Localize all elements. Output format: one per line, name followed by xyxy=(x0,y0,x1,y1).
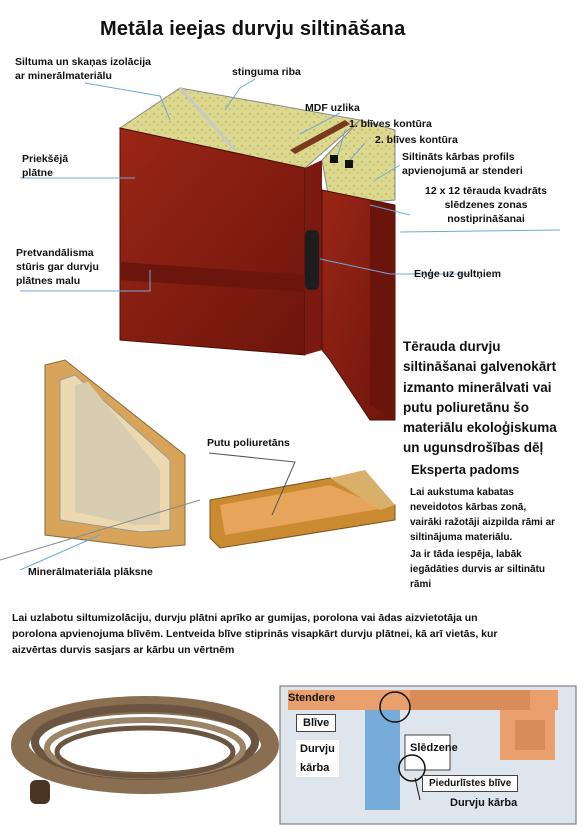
label-piedurlistes: Piedurlīstes blīve xyxy=(422,775,518,792)
label-sledzene: Slēdzene xyxy=(410,742,458,754)
expert-heading: Eksperta padoms xyxy=(411,462,520,477)
label-seal-1: 1. blīves kontūra xyxy=(349,118,432,130)
label-mineral: Minerālmateriāla plāksne xyxy=(28,566,153,578)
main-text: Tērauda durvju siltināšanai galvenokārt izmanto minerālvati vai putu poliuretānu šo materiālu ekoloģiskuma un ugunsdrošības dēļ xyxy=(403,339,557,456)
seal-roll xyxy=(20,705,270,785)
page-title: Metāla ieejas durvju siltināšana xyxy=(100,18,406,40)
label-square-tube: 12 x 12 tērauda kvadrāts slēdzenes zonas nostiprināšanai xyxy=(425,185,547,226)
label-blive: Blīve xyxy=(296,714,336,732)
label-frame-profile: Siltināts kārbas profils apvienojumā ar stenderi xyxy=(402,151,523,178)
hinge xyxy=(305,230,319,290)
expert-paragraph-2: Ja ir tāda iespēja, labāk iegādāties durvis ar siltinātu rāmi xyxy=(410,549,546,590)
bottom-paragraph: Lai uzlabotu siltumizolāciju, durvju plātni aprīko ar gumijas, porolona vai ādas aizvietotāja un porolona apvienojuma blīvēm. Lentveida blīve stiprinās visapkārt durvju plātnei, kā arī vietās, kur aizvērtas durvis sasjars ar kārbu un vērtnēm xyxy=(12,612,498,656)
expert-paragraph-1: Lai aukstuma kabatas neveidotos kārbas zonā, vairāki ražotāji aizpilda rāmi ar siltinājuma materiālu. xyxy=(410,487,556,543)
frame-right xyxy=(370,200,395,420)
label-durvju-karba-bottom: Durvju kārba xyxy=(450,797,518,809)
label-mdf: MDF uzlika xyxy=(305,102,360,114)
label-rib: stinguma riba xyxy=(232,66,301,78)
label-hinge: Eņģe uz gultņiem xyxy=(414,268,501,280)
front-plate xyxy=(120,128,305,355)
label-front-plate: Priekšējā plātne xyxy=(22,153,69,180)
label-insulation: Siltuma un skaņas izolācija ar minerālmateriālu xyxy=(15,56,151,83)
label-durvju-karba: Durvju kārba xyxy=(296,740,339,777)
label-anti-vandal: Pretvandālisma stūris gar durvju plātnes malu xyxy=(16,247,99,288)
label-seal-2: 2. blīves kontūra xyxy=(375,134,458,146)
label-foam: Putu poliuretāns xyxy=(207,437,290,449)
label-stendere: Stendere xyxy=(288,692,336,704)
